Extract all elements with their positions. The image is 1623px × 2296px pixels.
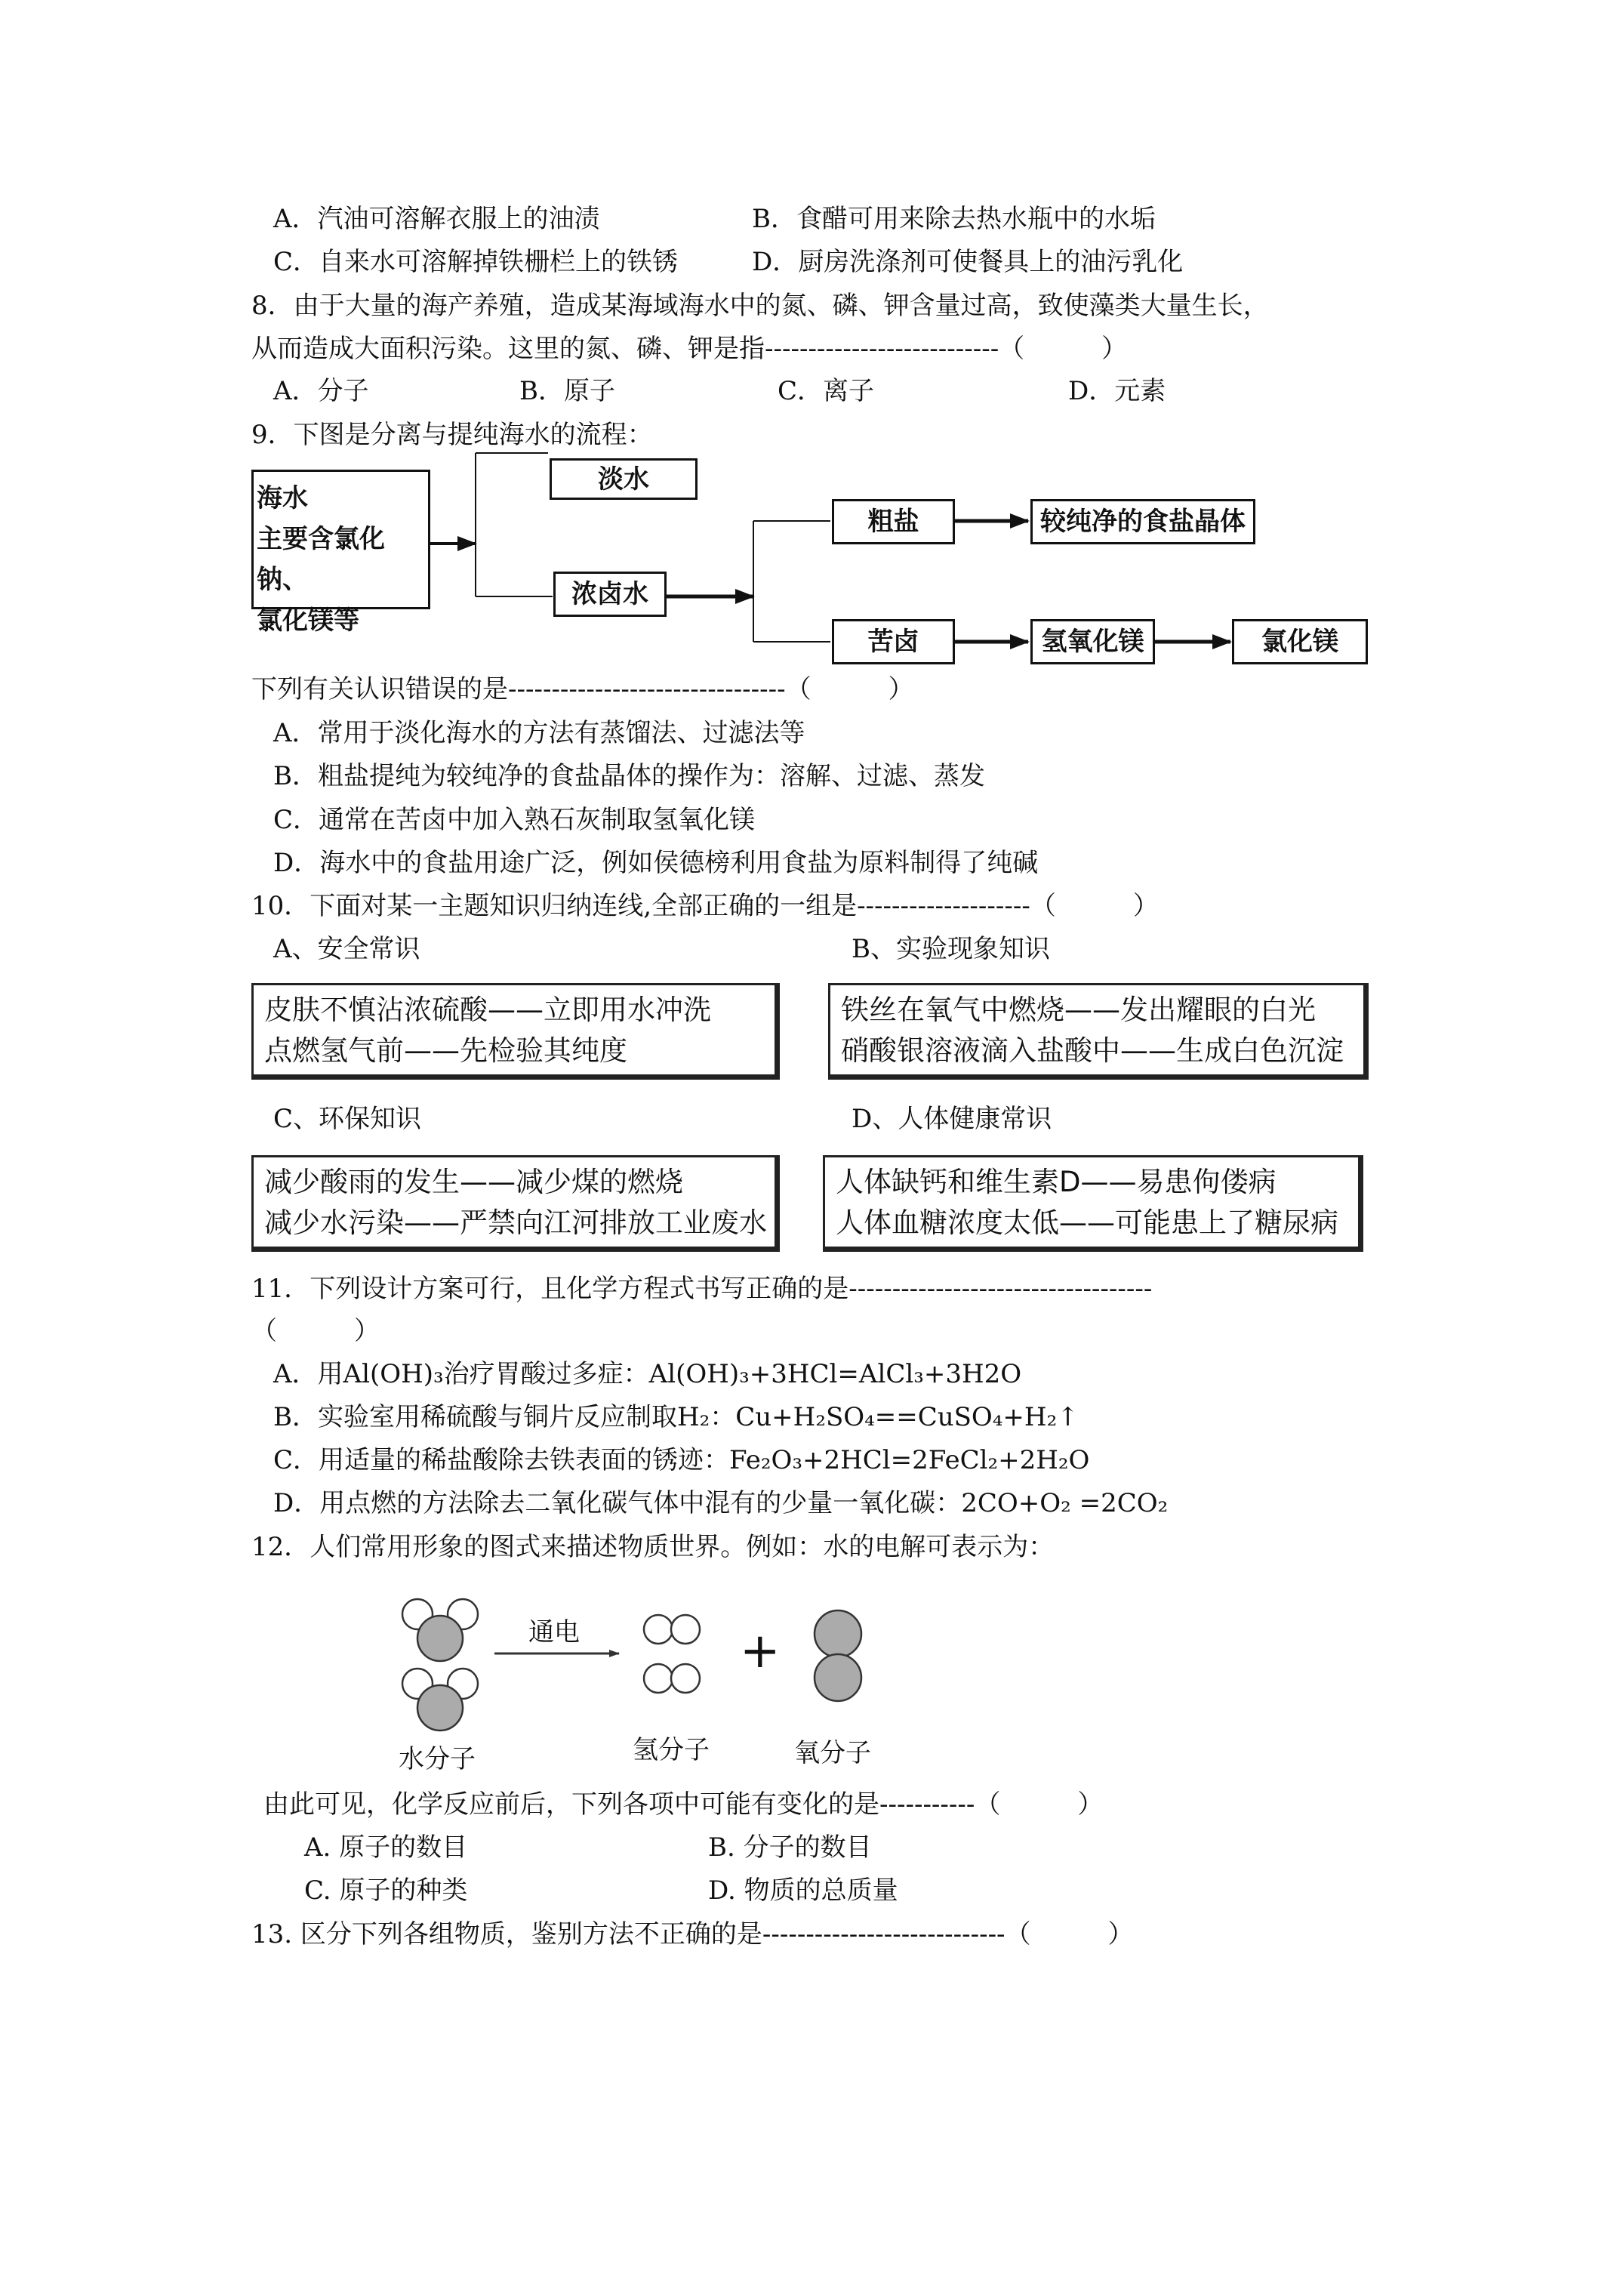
q7-option-b: B．食醋可用来除去热水瓶中的水垢 xyxy=(752,204,1156,234)
q9-option-d: D．海水中的食盐用途广泛，例如侯德榜利用食盐为原料制得了纯碱 xyxy=(273,848,1039,878)
q8-stem-line1: 8．由于大量的海产养殖，造成某海域海水中的氮、磷、钾含量过高，致使藻类大量生长， xyxy=(251,291,1269,321)
crude-salt-box: 粗盐 xyxy=(832,499,955,544)
water-molecule-top xyxy=(402,1599,478,1661)
water-molecule-bottom xyxy=(402,1669,478,1730)
q11-stem: 11．下列设计方案可行，且化学方程式书写正确的是----------------------------------- xyxy=(251,1274,1153,1304)
electrolysis-condition-label: 通电 xyxy=(528,1617,580,1647)
mg-chloride-box: 氯化镁 xyxy=(1232,619,1368,664)
q10-b-line2: 硝酸银溶液滴入盐酸中——生成白色沉淀 xyxy=(841,1034,1344,1067)
q11-option-a: A．用Al(OH)₃治疗胃酸过多症：Al(OH)₃+3HCl=AlCl₃+3H2O xyxy=(273,1359,1022,1389)
q12-option-b: B. 分子的数目 xyxy=(708,1832,872,1863)
q9-stem: 9．下图是分离与提纯海水的流程： xyxy=(251,420,653,450)
q12-option-a: A. 原子的数目 xyxy=(304,1832,468,1863)
q10-stem: 10．下面对某一主题知识归纳连线,全部正确的一组是--------------------（ ） xyxy=(251,891,1159,921)
hydrogen-molecule-label: 氢分子 xyxy=(633,1735,710,1765)
q9-option-b: B．粗盐提纯为较纯净的食盐晶体的操作为：溶解、过滤、蒸发 xyxy=(273,761,985,791)
q10-a-line1: 皮肤不慎沾浓硫酸——立即用水冲洗 xyxy=(264,994,711,1026)
q12-option-d: D. 物质的总质量 xyxy=(708,1875,898,1906)
q10-a-line2: 点燃氢气前——先检验其纯度 xyxy=(264,1034,627,1067)
seawater-desc-line2: 氯化镁等 xyxy=(257,606,359,636)
plus-sign: + xyxy=(740,1623,781,1679)
q10-c-line1: 减少酸雨的发生——减少煤的燃烧 xyxy=(264,1166,683,1198)
oxygen-molecule xyxy=(815,1610,861,1701)
q12-stem: 12．人们常用形象的图式来描述物质世界。例如：水的电解可表示为： xyxy=(251,1532,1055,1562)
seawater-title: 海水 xyxy=(257,483,308,513)
q9-question: 下列有关认识错误的是--------------------------------（ ） xyxy=(251,674,914,704)
q9-option-a: A．常用于淡化海水的方法有蒸馏法、过滤法等 xyxy=(273,718,805,748)
q11-option-b: B．实验室用稀硫酸与铜片反应制取H₂：Cu+H₂SO₄==CuSO₄+H₂↑ xyxy=(273,1402,1079,1432)
q10-c-title: C、环保知识 xyxy=(273,1104,422,1134)
fresh-water-box: 淡水 xyxy=(550,458,698,500)
q8-option-b: B．原子 xyxy=(519,376,615,406)
q8-option-c: C．离子 xyxy=(778,376,875,406)
pure-salt-box: 较纯净的食盐晶体 xyxy=(1030,499,1255,544)
q7-option-d: D．厨房洗涤剂可使餐具上的油污乳化 xyxy=(752,247,1184,277)
q10-b-title: B、实验现象知识 xyxy=(852,934,1050,964)
oxygen-molecule-label: 氧分子 xyxy=(794,1738,871,1768)
q11-option-c: C．用适量的稀盐酸除去铁表面的锈迹：Fe₂O₃+2HCl=2FeCl₂+2H₂O xyxy=(273,1445,1090,1475)
q8-option-d: D．元素 xyxy=(1068,376,1166,406)
mg-hydroxide-box: 氢氧化镁 xyxy=(1030,619,1155,664)
q11-answer-paren: （ ） xyxy=(251,1316,380,1346)
hydrogen-molecule-top xyxy=(644,1615,700,1644)
q7-option-c: C．自来水可溶解掉铁栅栏上的铁锈 xyxy=(273,247,679,277)
q12-option-c: C. 原子的种类 xyxy=(304,1875,468,1906)
q10-d-title: D、人体健康常识 xyxy=(852,1104,1052,1134)
brine-box: 浓卤水 xyxy=(553,572,667,617)
q11-option-d: D．用点燃的方法除去二氧化碳气体中混有的少量一氧化碳：2CO+O₂ =2CO₂ xyxy=(273,1488,1169,1518)
q10-a-title: A、安全常识 xyxy=(273,934,420,964)
q10-c-line2: 减少水污染——严禁向江河排放工业废水 xyxy=(264,1207,767,1239)
q13-stem: 13. 区分下列各组物质，鉴别方法不正确的是----------------------------（ ） xyxy=(251,1919,1134,1949)
q10-b-line1: 铁丝在氧气中燃烧——发出耀眼的白光 xyxy=(841,994,1316,1026)
q8-option-a: A．分子 xyxy=(273,376,369,406)
q8-stem-line2: 从而造成大面积污染。这里的氮、磷、钾是指---------------------------（ ） xyxy=(251,334,1128,364)
q7-option-a: A．汽油可溶解衣服上的油渍 xyxy=(273,204,600,234)
water-molecule-label: 水分子 xyxy=(399,1744,476,1774)
q12-question: 由此可见，化学反应前后，下列各项中可能有变化的是-----------（ ） xyxy=(263,1789,1104,1820)
seawater-desc-line1: 主要含氯化钠、 xyxy=(257,524,385,595)
q10-d-line2: 人体血糖浓度太低——可能患上了糖尿病 xyxy=(836,1207,1338,1239)
hydrogen-molecule-bottom xyxy=(644,1664,700,1693)
bittern-box: 苦卤 xyxy=(832,619,955,664)
q9-option-c: C．通常在苦卤中加入熟石灰制取氢氧化镁 xyxy=(273,805,756,835)
q10-d-line1: 人体缺钙和维生素D——易患佝偻病 xyxy=(836,1166,1277,1198)
